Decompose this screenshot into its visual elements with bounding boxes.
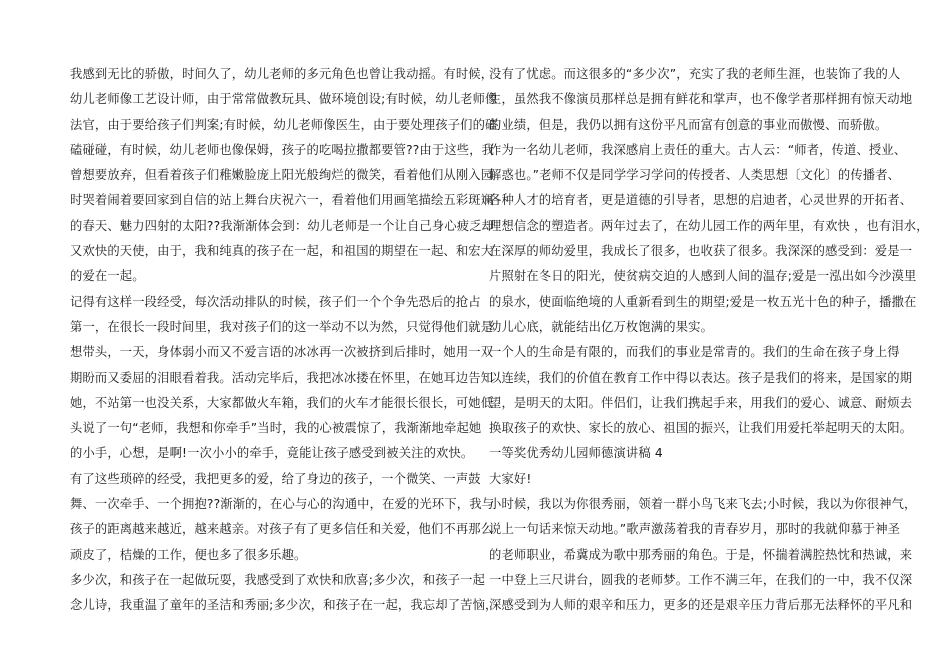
text-line: 理想信念的塑造者。两年过去了，在幼儿园工作的两年里，有欢快 ，也有泪水， — [489, 218, 929, 233]
text-line: 磕碰碰，有时候，幼儿老师也像保姆，孩子的吃喝拉撒都要管??由于这些，我 — [70, 142, 495, 157]
text-line: 望，是明天的太阳。伴侣们，让我们携起手来，用我们的爱心、诚意、耐烦去 — [489, 395, 913, 410]
text-line: 作为一名幼儿老师，我深感肩上责任的重大。古人云：“师者，传道、授业、 — [489, 142, 907, 157]
text-line: 在深厚的师幼爱里，我成长了很多，也收获了很多。我深深的感受到：爱是一 — [489, 244, 913, 259]
text-line: 一个人的生命是有限的，而我们的事业是常青的。我们的生命在孩子身上得 — [489, 345, 900, 360]
paragraph — [489, 467, 881, 492]
paragraph — [70, 62, 498, 290]
text-line: 的泉水，使面临绝境的人重新看到生的期望;爱是一枚五光十色的种子，播撒在 — [489, 294, 917, 309]
text-line: 的小手，心想，是啊!一次小小的牵手，竟能让孩子感受到被关注的欢快。 — [70, 446, 474, 461]
text-line: 顽皮了，桔燥的工作，便也多了很多乐趣。 — [70, 547, 307, 562]
text-line: 换取孩子的欢快、家长的放心、祖国的振兴，让我们用爱托举起明天的太阳。 — [489, 421, 913, 436]
text-line: 生，虽然我不像演员那样总是拥有鲜花和掌声，也不像学者那样拥有惊天动地 — [489, 92, 913, 107]
text-line: 大家好! — [489, 471, 532, 486]
paragraph — [489, 492, 917, 618]
text-line: 幼儿老师像工艺设计师，由于常常做教玩具、做环境创设;有时候，幼儿老师像 — [70, 92, 498, 107]
text-line: 曾想要放弃，但看着孩子们稚嫩脸庞上阳光般绚烂的微笑，看着他们从刚入园 — [70, 168, 494, 183]
left-column — [70, 62, 498, 619]
text-line: 以连续，我们的价值在教育工作中得以表达。孩子是我们的将来，是国家的期 — [489, 370, 913, 385]
text-line: 期盼而又委屈的泪眼看着我。活动完毕后，我把冰冰搂在怀里，在她耳边告知 — [70, 370, 494, 385]
right-column — [489, 62, 929, 619]
paragraph — [70, 290, 494, 467]
text-line: 一中登上三尺讲台，圆我的老师梦。工作不满三年，在我们的一中，我不仅深 — [489, 572, 913, 587]
text-line: 小时候，我以为你很秀丽，领着一群小鸟飞来飞去;小时候，我以为你很神气， — [489, 497, 917, 512]
text-line: 记得有这样一段经受，每次活动排队的时候，孩子们一个个争先恐后的抢占 — [70, 294, 481, 309]
text-line: 幼儿心底，就能结出亿万枚饱满的果实。 — [489, 319, 714, 334]
text-line: 念儿诗，我重温了童年的圣洁和秀丽;多少次，和孩子在一起，我忘却了苦恼， — [70, 598, 498, 613]
text-line: 的老师职业，希冀成为歌中那秀丽的角色。于是，怀揣着满腔热忱和热诚，来 — [489, 547, 913, 562]
paragraph — [489, 138, 929, 340]
text-line: 又欢快的天使，由于，我和纯真的孩子在一起，和祖国的期望在一起、和宏大 — [70, 244, 494, 259]
text-line: 深感受到为人师的艰辛和压力，更多的还是艰辛压力背后那无法释怀的平凡和 — [489, 598, 913, 613]
text-line: 的业绩，但是，我仍以拥有这份平凡而富有创意的事业而傲慢、而骄傲。 — [489, 117, 888, 132]
text-line: 说上一句话来惊天动地。”歌声激荡着我的青春岁月，那时的我就仰慕于神圣 — [489, 522, 901, 537]
paragraph — [489, 340, 913, 441]
text-line: 一等奖优秀幼儿园师德演讲稿 4 — [489, 446, 663, 461]
paragraph — [70, 568, 498, 619]
text-line: 多少次，和孩子在一起做玩耍，我感受到了欢快和欣喜;多少次，和孩子一起 — [70, 572, 486, 587]
text-line: 她，不站第一也没关系，大家都做火车箱，我们的火车才能很长很长，可她低 — [70, 395, 494, 410]
text-line: 法官，由于要给孩子们判案;有时候，幼儿老师像医生，由于要处理孩子们的磕 — [70, 117, 498, 132]
text-line: 有了这些琐碎的经受，我把更多的爱，给了身边的孩子，一个微笑、一声鼓 — [70, 471, 481, 486]
text-line: 第一，在很长一段时间里，我对孩子们的这一举动不以为然，只觉得他们就是 — [70, 319, 494, 334]
text-line: 时哭着闹着要回家到自信的站上舞台庆祝六一，看着他们用画笔描绘五彩斑斓 — [70, 193, 494, 208]
text-line: 解惑也。”老师不仅是同学学习学问的传授者、人类思想〔文化〕的传播者、 — [489, 168, 901, 183]
text-line: 没有了忧虑。而这很多的“多少次”，充实了我的老师生涯，也装饰了我的人 — [489, 67, 901, 81]
paragraph — [70, 467, 495, 568]
paragraph — [489, 62, 913, 138]
text-line: 想带头，一天，身体弱小而又不爱言语的冰冰再一次被挤到后排时，她用一双 — [70, 345, 494, 360]
text-line: 的春天、魅力四射的太阳??我渐渐体会到：幼儿老师是一个让自己身心疲乏却 — [70, 218, 495, 233]
text-line: 各种人才的培育者，更是道德的引导者，思想的启迪者，心灵世界的开拓者、 — [489, 193, 913, 208]
text-line: 头说了一句“老师，我想和你牵手”当时，我的心被震惊了，我渐渐地牵起她 — [70, 421, 482, 436]
text-line: 片照射在冬日的阳光，使贫病交迫的人感到人间的温存;爱是一泓出如今沙漠里 — [489, 269, 917, 284]
text-line: 孩子的距离越来越近，越来越亲。对孩子有了更多信任和关爱，他们不再那么 — [70, 522, 494, 537]
text-line: 我感到无比的骄傲，时间久了，幼儿老师的多元角色也曾让我动摇。有时候， — [70, 67, 494, 81]
text-line: 的爱在一起。 — [70, 269, 145, 284]
paragraph — [489, 441, 881, 466]
text-line: 舞、一次牵手、一个拥抱??渐渐的，在心与心的沟通中，在爱的光环下，我与 — [70, 497, 495, 512]
